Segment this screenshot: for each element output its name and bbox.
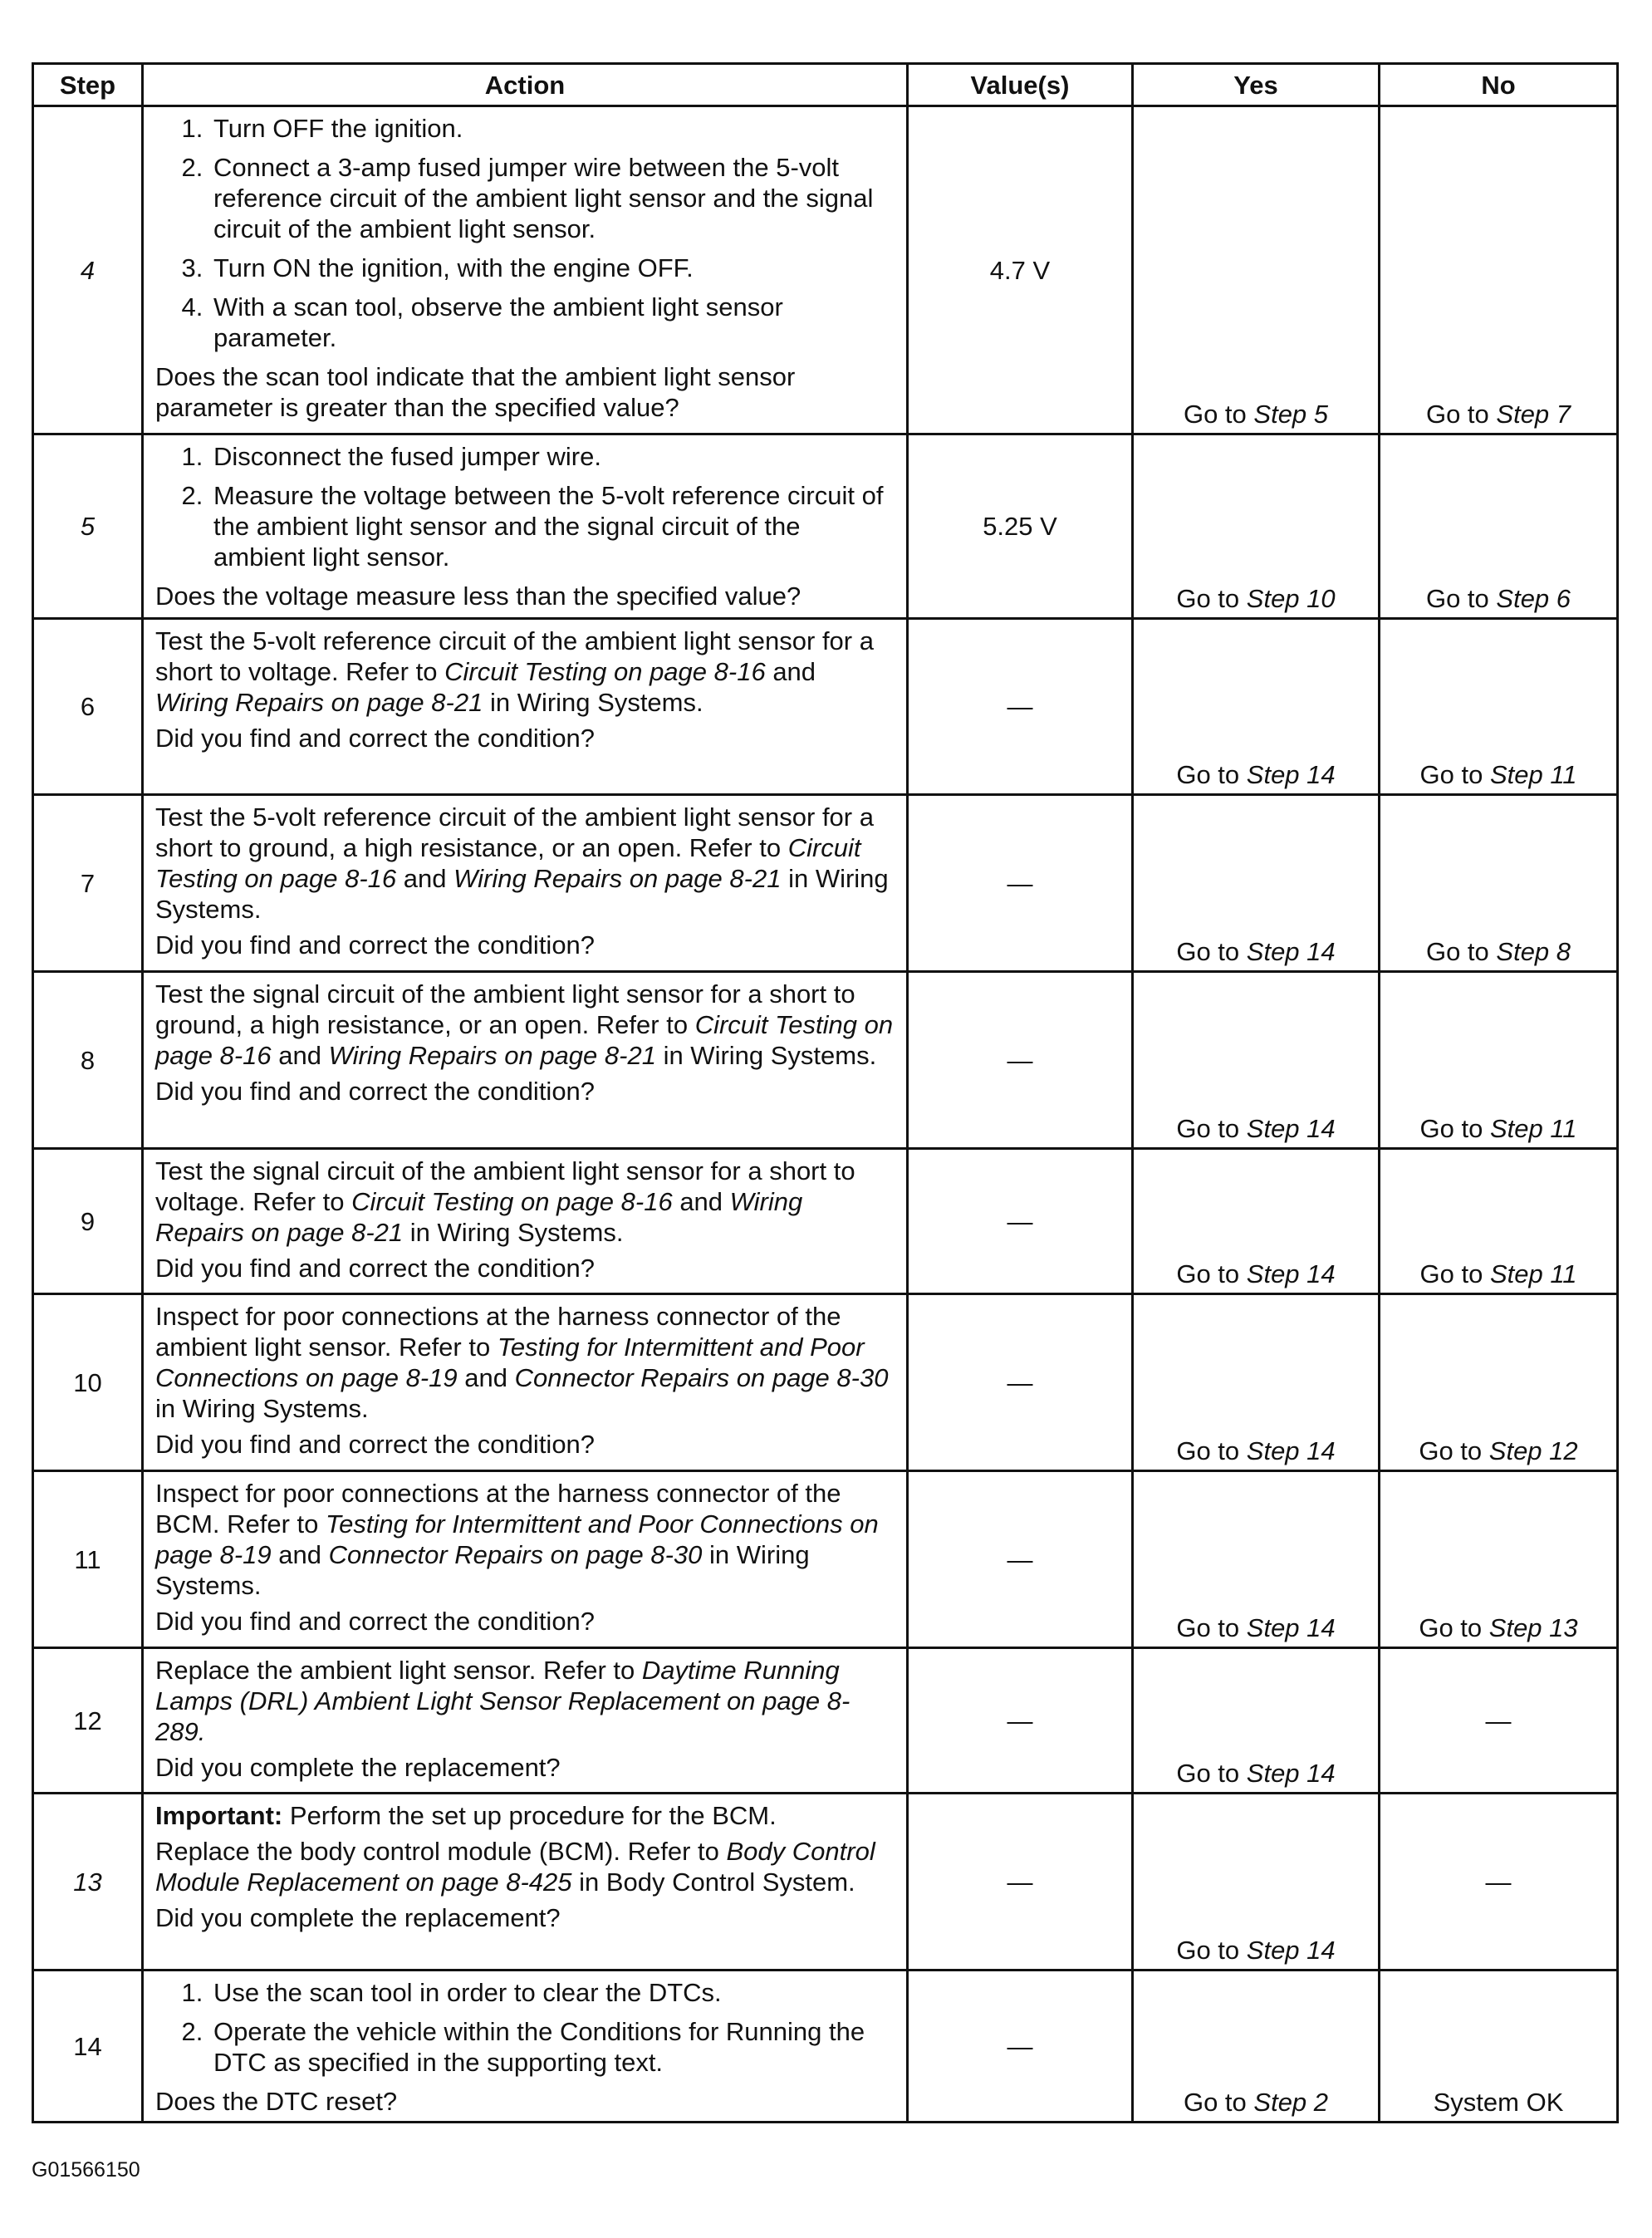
action-text	[155, 802, 895, 925]
no-cell	[1380, 434, 1618, 619]
table-header-row	[33, 64, 1618, 106]
action-text	[155, 1836, 895, 1897]
goto-prefix: Go to	[1425, 937, 1489, 966]
goto-prefix: Go to	[1176, 1114, 1240, 1143]
instruction-text: and	[278, 1041, 321, 1070]
reference-link[interactable]: Wiring Repairs on page 8-21	[155, 1187, 803, 1247]
no-column-header: No	[1380, 64, 1618, 106]
yes-column-header: Yes	[1133, 64, 1380, 106]
value-cell: —	[908, 1794, 1133, 1971]
action-question: Did you find and correct the condition?	[155, 930, 596, 959]
instruction-text: Replace the ambient light sensor. Refer to	[155, 1656, 635, 1685]
action-cell	[143, 1294, 908, 1471]
no-cell	[1380, 106, 1618, 434]
goto-step-link[interactable]: Step 5	[1253, 400, 1329, 429]
step-number: 7	[33, 795, 143, 972]
instruction-text: in Wiring Systems.	[155, 1540, 810, 1600]
value-cell: —	[908, 1471, 1133, 1648]
instruction-text: Inspect for poor connections at the harness connector of the ambient light sensor. Refer to	[155, 1302, 841, 1362]
no-cell: —	[1380, 1794, 1618, 1971]
goto-step-link[interactable]: Step 6	[1496, 584, 1571, 613]
action-question: Did you complete the replacement?	[155, 1903, 561, 1932]
value-cell: 5.25 V	[908, 434, 1133, 619]
no-cell	[1380, 1471, 1618, 1648]
step-column-header: Step	[33, 64, 143, 106]
reference-link[interactable]: Testing for Intermittent and Poor Connections on page 8-19	[155, 1509, 879, 1569]
value-cell: —	[908, 1648, 1133, 1794]
instruction-text: and	[464, 1363, 508, 1392]
values-column-header: Value(s)	[908, 64, 1133, 106]
goto-prefix: Go to	[1419, 1259, 1483, 1288]
step-number: 6	[33, 619, 143, 795]
no-cell	[1380, 1149, 1618, 1294]
instruction-text: in Wiring Systems.	[155, 864, 889, 924]
figure-id: G01566150	[32, 2158, 140, 2182]
instruction-text: Test the 5-volt reference circuit of the ambient light sensor for a short to voltage. Refer to	[155, 626, 874, 686]
value-cell: 4.7 V	[908, 106, 1133, 434]
reference-link[interactable]: Circuit Testing on page 8-16	[155, 833, 861, 893]
action-cell	[143, 972, 908, 1149]
step-number: 14	[33, 1971, 143, 2123]
goto-prefix: Go to	[1176, 760, 1240, 789]
goto-step-link[interactable]: Step 11	[1489, 1259, 1577, 1288]
reference-link[interactable]: Wiring Repairs on page 8-21	[328, 1041, 656, 1070]
action-step: 4. With a scan tool, observe the ambient light sensor parameter.	[210, 292, 895, 353]
goto-step-link[interactable]: Step 12	[1488, 1436, 1578, 1465]
instruction-text: Replace the body control module (BCM). Refer to	[155, 1837, 719, 1866]
table-row	[33, 1471, 1618, 1648]
goto-step-link[interactable]: Step 14	[1246, 1114, 1336, 1143]
no-cell	[1380, 619, 1618, 795]
yes-cell	[1133, 1794, 1380, 1971]
action-step: 3. Turn ON the ignition, with the engine OFF.	[210, 253, 895, 283]
goto-prefix: Go to	[1425, 584, 1489, 613]
goto-step-link[interactable]: Step 14	[1246, 1936, 1336, 1965]
action-text	[155, 979, 895, 1071]
step-number: 13	[33, 1794, 143, 1971]
no-cell	[1380, 795, 1618, 972]
action-text	[155, 1156, 895, 1248]
action-steps-list	[155, 441, 895, 572]
goto-prefix: Go to	[1419, 1436, 1483, 1465]
yes-cell	[1133, 1149, 1380, 1294]
instruction-text: Test the 5-volt reference circuit of the ambient light sensor for a short to ground, a high resistance, or an open. Refer to	[155, 802, 874, 862]
reference-link[interactable]: Circuit Testing on page 8-16	[444, 657, 766, 686]
value-cell: —	[908, 619, 1133, 795]
table-row	[33, 972, 1618, 1149]
important-label: Important:	[155, 1801, 283, 1830]
instruction-text: and	[403, 864, 447, 893]
goto-prefix: Go to	[1176, 1613, 1240, 1642]
goto-step-link[interactable]: Step 13	[1488, 1613, 1578, 1642]
goto-step-link[interactable]: Step 14	[1246, 1759, 1336, 1788]
action-question: Did you find and correct the condition?	[155, 1430, 596, 1459]
reference-link[interactable]: Testing for Intermittent and Poor Connections on page 8-19	[155, 1332, 865, 1392]
yes-cell	[1133, 1971, 1380, 2123]
goto-prefix: Go to	[1176, 1436, 1240, 1465]
action-question: Did you find and correct the condition?	[155, 1077, 596, 1106]
action-text	[155, 1655, 895, 1747]
action-question: Does the scan tool indicate that the ambient light sensor parameter is greater than the specified value?	[155, 362, 796, 422]
reference-link[interactable]: Wiring Repairs on page 8-21	[155, 688, 483, 717]
goto-step-link[interactable]: Step 14	[1246, 1259, 1336, 1288]
action-text	[155, 1301, 895, 1424]
table-row	[33, 434, 1618, 619]
step-number: 10	[33, 1294, 143, 1471]
goto-step-link[interactable]: Step 14	[1246, 937, 1336, 966]
action-step: 1. Disconnect the fused jumper wire.	[210, 441, 895, 472]
instruction-text: and	[278, 1540, 321, 1569]
no-cell: System OK	[1380, 1971, 1618, 2123]
instruction-text: in Wiring Systems.	[155, 1394, 369, 1423]
action-step: 2. Connect a 3-amp fused jumper wire between the 5-volt reference circuit of the ambient light sensor and the signal circuit of the ambient light sensor.	[210, 152, 895, 244]
goto-prefix: Go to	[1425, 400, 1489, 429]
action-cell	[143, 619, 908, 795]
yes-cell	[1133, 106, 1380, 434]
action-question: Did you complete the replacement?	[155, 1753, 561, 1782]
action-cell	[143, 1648, 908, 1794]
goto-prefix: Go to	[1176, 1259, 1240, 1288]
diagnostic-table	[32, 62, 1619, 2123]
action-question: Does the voltage measure less than the specified value?	[155, 582, 801, 611]
goto-prefix: Go to	[1176, 1936, 1240, 1965]
step-number: 5	[33, 434, 143, 619]
goto-prefix: Go to	[1419, 760, 1483, 789]
action-cell	[143, 1471, 908, 1648]
value-cell: —	[908, 1149, 1133, 1294]
goto-step-link[interactable]: Step 14	[1246, 1436, 1336, 1465]
table-row	[33, 619, 1618, 795]
table-row	[33, 795, 1618, 972]
diagnostic-table-sheet	[32, 62, 1616, 2123]
important-text: Perform the set up procedure for the BCM.	[289, 1801, 777, 1830]
goto-step-link[interactable]: Step 7	[1496, 400, 1571, 429]
goto-step-link[interactable]: Step 11	[1489, 1114, 1577, 1143]
value-cell: —	[908, 972, 1133, 1149]
action-step: 2. Measure the voltage between the 5-volt reference circuit of the ambient light sensor and the signal circuit of the ambient light sensor.	[210, 480, 895, 572]
goto-step-link[interactable]: Step 8	[1496, 937, 1571, 966]
table-row	[33, 106, 1618, 434]
instruction-text: .	[198, 1717, 206, 1746]
goto-step-link[interactable]: Step 14	[1246, 1613, 1336, 1642]
action-cell	[143, 434, 908, 619]
instruction-text: and	[772, 657, 816, 686]
instruction-text: and	[679, 1187, 723, 1216]
action-step: 2. Operate the vehicle within the Conditions for Running the DTC as specified in the supporting text.	[210, 2016, 895, 2078]
yes-cell	[1133, 1648, 1380, 1794]
step-number: 9	[33, 1149, 143, 1294]
yes-cell	[1133, 434, 1380, 619]
reference-link[interactable]: Connector Repairs on page 8-30	[514, 1363, 889, 1392]
action-text	[155, 1478, 895, 1601]
action-cell	[143, 795, 908, 972]
yes-cell	[1133, 972, 1380, 1149]
goto-prefix: Go to	[1176, 937, 1240, 966]
table-row	[33, 1149, 1618, 1294]
action-steps-list	[155, 1977, 895, 2078]
instruction-text: in Body Control System.	[579, 1867, 855, 1897]
yes-cell	[1133, 795, 1380, 972]
step-number: 12	[33, 1648, 143, 1794]
instruction-text: Test the signal circuit of the ambient light sensor for a short to voltage. Refer to	[155, 1156, 855, 1216]
action-question: Does the DTC reset?	[155, 2087, 398, 2116]
yes-cell	[1133, 1471, 1380, 1648]
reference-link[interactable]: Daytime Running Lamps (DRL) Ambient Light Sensor Replacement on page 8-289	[155, 1656, 851, 1746]
value-cell: —	[908, 795, 1133, 972]
step-number: 8	[33, 972, 143, 1149]
action-cell	[143, 106, 908, 434]
instruction-text: Test the signal circuit of the ambient light sensor for a short to ground, a high resistance, or an open. Refer to	[155, 979, 855, 1039]
value-cell: —	[908, 1971, 1133, 2123]
action-question: Did you find and correct the condition?	[155, 1607, 596, 1636]
step-number: 11	[33, 1471, 143, 1648]
instruction-text: Inspect for poor connections at the harness connector of the BCM. Refer to	[155, 1479, 841, 1539]
goto-prefix: Go to	[1419, 1613, 1483, 1642]
reference-link[interactable]: Circuit Testing on page 8-16	[351, 1187, 673, 1216]
action-cell	[143, 1971, 908, 2123]
action-question: Did you find and correct the condition?	[155, 724, 596, 753]
goto-prefix: Go to	[1183, 400, 1247, 429]
action-cell	[143, 1794, 908, 1971]
goto-step-link[interactable]: Step 11	[1489, 760, 1577, 789]
instruction-text: in Wiring Systems.	[663, 1041, 877, 1070]
no-cell: —	[1380, 1648, 1618, 1794]
no-cell	[1380, 972, 1618, 1149]
goto-step-link[interactable]: Step 2	[1253, 2088, 1329, 2117]
action-step: 1. Use the scan tool in order to clear the DTCs.	[210, 1977, 895, 2008]
reference-link[interactable]: Wiring Repairs on page 8-21	[453, 864, 782, 893]
table-row	[33, 1648, 1618, 1794]
instruction-text: in Wiring Systems.	[489, 688, 703, 717]
action-column-header: Action	[143, 64, 908, 106]
step-number: 4	[33, 106, 143, 434]
reference-link[interactable]: Connector Repairs on page 8-30	[328, 1540, 703, 1569]
yes-cell	[1133, 1294, 1380, 1471]
goto-prefix: Go to	[1176, 1759, 1240, 1788]
goto-prefix: Go to	[1183, 2088, 1247, 2117]
action-question: Did you find and correct the condition?	[155, 1254, 596, 1283]
reference-link[interactable]: Body Control Module Replacement on page 8-425	[155, 1837, 875, 1897]
table-row	[33, 1794, 1618, 1971]
goto-step-link[interactable]: Step 10	[1246, 584, 1336, 613]
instruction-text: in Wiring Systems.	[409, 1218, 624, 1247]
yes-cell	[1133, 619, 1380, 795]
reference-link[interactable]: Circuit Testing on page 8-16	[155, 1010, 894, 1070]
action-step: 1. Turn OFF the ignition.	[210, 113, 895, 144]
goto-step-link[interactable]: Step 14	[1246, 760, 1336, 789]
goto-prefix: Go to	[1419, 1114, 1483, 1143]
action-cell	[143, 1149, 908, 1294]
action-steps-list	[155, 113, 895, 353]
table-row	[33, 1971, 1618, 2123]
value-cell: —	[908, 1294, 1133, 1471]
goto-prefix: Go to	[1176, 584, 1240, 613]
no-cell	[1380, 1294, 1618, 1471]
table-row	[33, 1294, 1618, 1471]
important-note	[155, 1800, 895, 1831]
action-text	[155, 626, 895, 718]
